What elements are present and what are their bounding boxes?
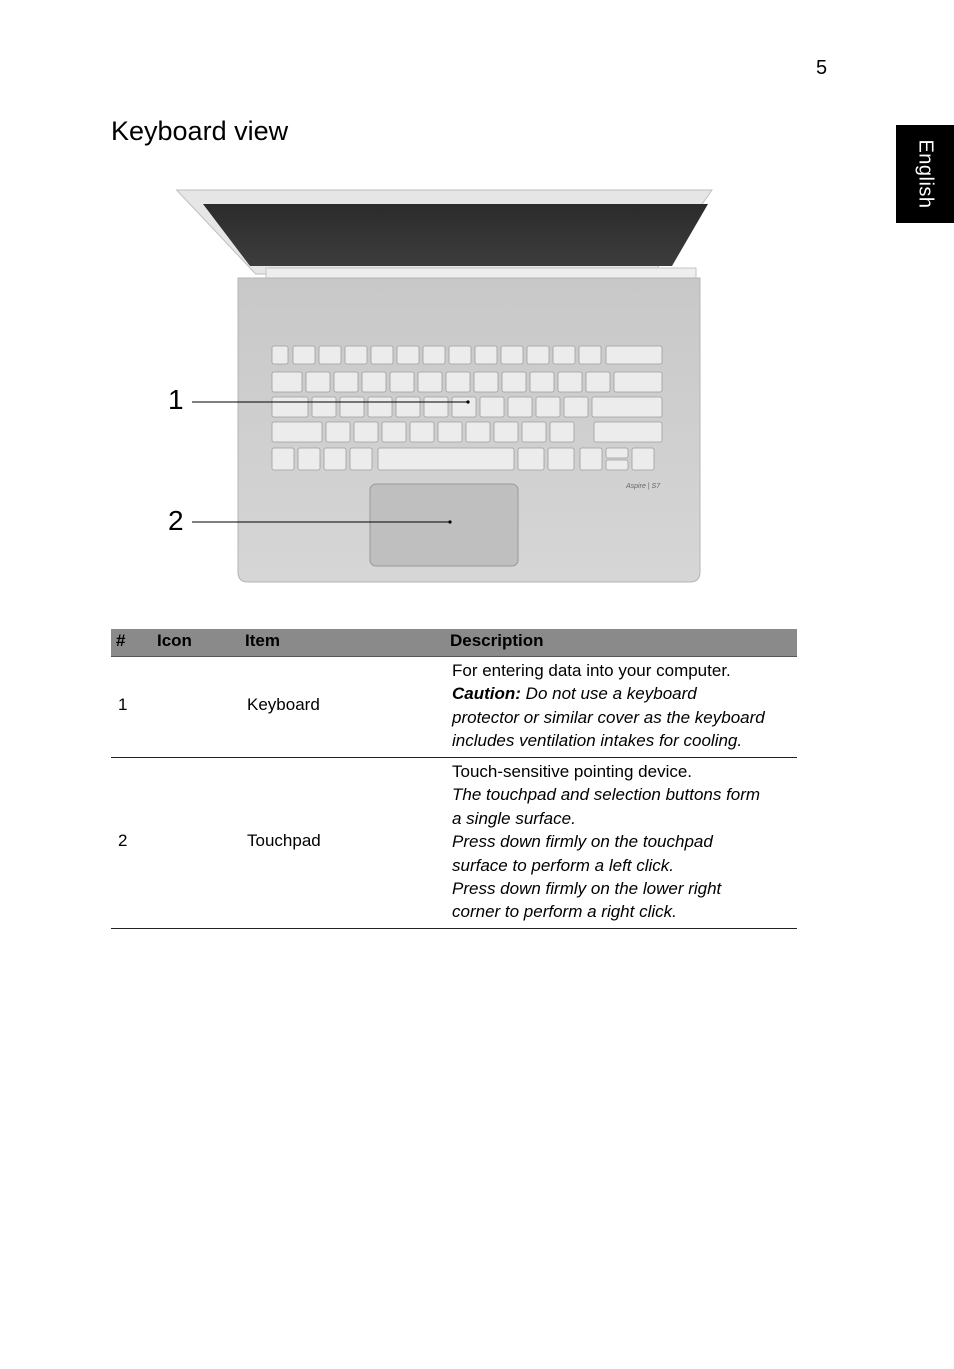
table-header xyxy=(111,629,797,657)
screen xyxy=(203,204,708,266)
row-description xyxy=(452,659,797,753)
header-description: Description xyxy=(450,631,544,650)
row-number: 2 xyxy=(118,831,128,850)
language-tab xyxy=(896,125,954,223)
header-icon: Icon xyxy=(157,631,192,650)
touchpad xyxy=(370,484,518,566)
table-row xyxy=(111,657,797,758)
laptop-keyboard-illustration xyxy=(160,180,720,600)
description-italic-line: corner to perform a right click. xyxy=(452,902,677,922)
callout-dot-keyboard xyxy=(466,400,469,403)
row-description xyxy=(452,760,797,924)
keyboard-view-table xyxy=(111,629,797,929)
section-title: Keyboard view xyxy=(111,116,289,146)
row-item: Touchpad xyxy=(247,831,321,850)
language-tab-label: English xyxy=(914,139,937,209)
row-item: Keyboard xyxy=(247,695,320,714)
callout-number-1: 1 xyxy=(168,384,184,415)
callout-dot-touchpad xyxy=(448,520,451,523)
caution-label: Caution: xyxy=(452,684,521,704)
description-line: Touch-sensitive pointing device. xyxy=(452,762,693,781)
row-number: 1 xyxy=(118,695,128,714)
callout-number-2: 2 xyxy=(168,505,184,536)
description-italic-line: Press down firmly on the touchpad xyxy=(452,832,713,852)
description-line: For entering data into your computer. xyxy=(452,661,731,680)
page-number: 5 xyxy=(816,57,828,79)
caution-line xyxy=(452,682,797,705)
laptop-svg xyxy=(160,180,720,600)
brand-mark: Aspire | S7 xyxy=(626,483,661,490)
description-italic-line: Press down firmly on the lower right xyxy=(452,879,722,899)
caution-line: protector or similar cover as the keyboard xyxy=(452,707,765,727)
header-item: Item xyxy=(245,631,280,650)
caution-line: includes ventilation intakes for cooling. xyxy=(452,731,743,751)
description-italic-line: surface to perform a left click. xyxy=(452,855,675,875)
hinge xyxy=(266,268,696,278)
header-number: # xyxy=(116,631,126,650)
description-italic-line: The touchpad and selection buttons form xyxy=(452,785,761,805)
table-row xyxy=(111,758,797,929)
caution-text: Do not use a keyboard xyxy=(520,684,697,704)
description-italic-line: a single surface. xyxy=(452,808,576,828)
